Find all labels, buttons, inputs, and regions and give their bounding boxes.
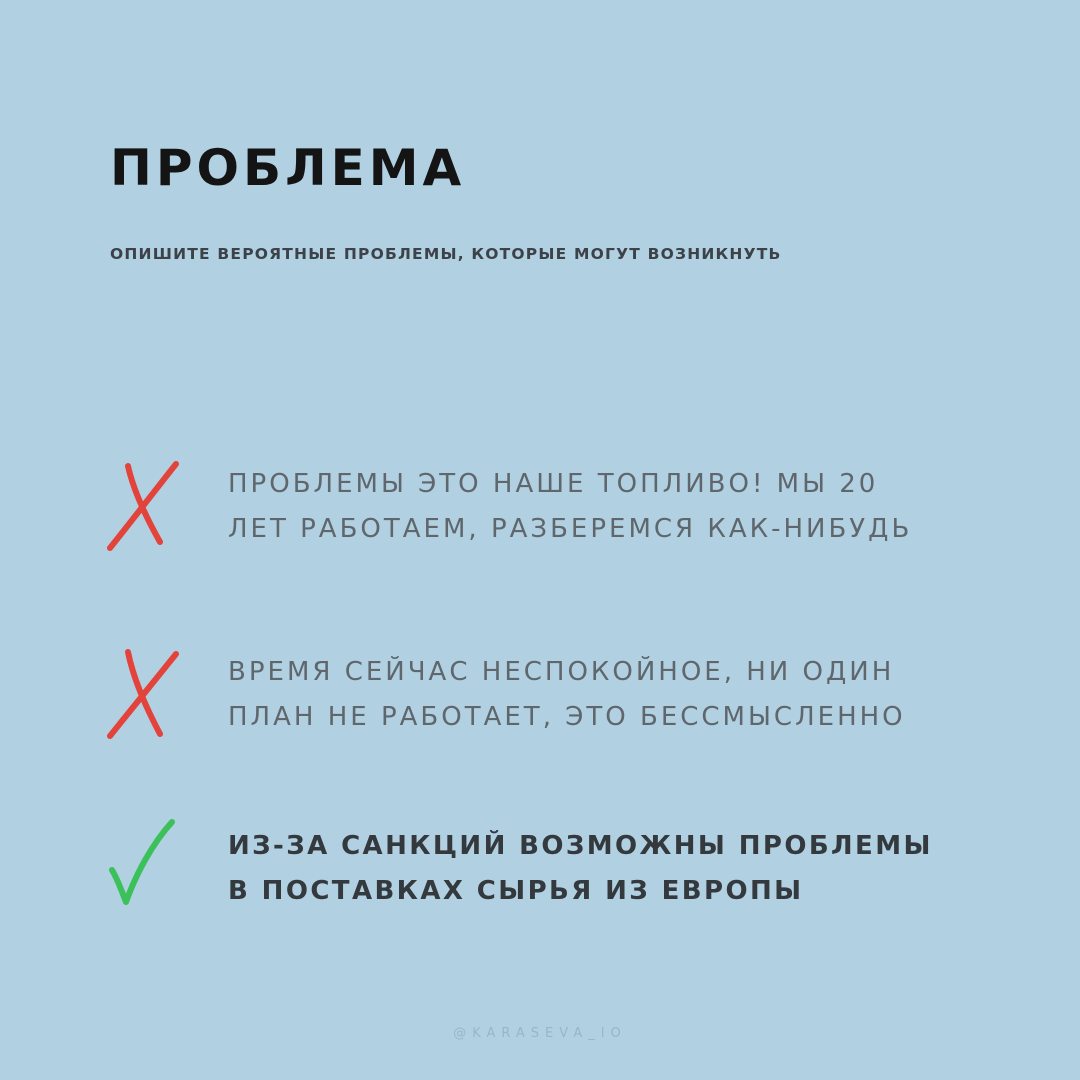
- item-text: [228, 650, 906, 740]
- item-line: В ПОСТАВКАХ СЫРЬЯ ИЗ ЕВРОПЫ: [228, 876, 804, 906]
- cross-icon: [100, 642, 190, 742]
- checkmark-icon: [100, 812, 190, 912]
- page-title: ПРОБЛЕМА: [110, 139, 466, 197]
- item-text: [228, 462, 912, 552]
- subtitle: ОПИШИТЕ ВЕРОЯТНЫЕ ПРОБЛЕМЫ, КОТОРЫЕ МОГУТ ВОЗНИКНУТЬ: [110, 245, 782, 263]
- item-line: ЛЕТ РАБОТАЕМ, РАЗБЕРЕМСЯ КАК-НИБУДЬ: [228, 514, 913, 544]
- item-text: [228, 824, 933, 914]
- item-line: ВРЕМЯ СЕЙЧАС НЕСПОКОЙНОЕ, НИ ОДИН: [228, 657, 895, 687]
- item-line: ПРОБЛЕМЫ ЭТО НАШЕ ТОПЛИВО! МЫ 20: [228, 469, 879, 499]
- item-line: ПЛАН НЕ РАБОТАЕТ, ЭТО БЕССМЫСЛЕННО: [228, 702, 906, 732]
- item-line: ИЗ-ЗА САНКЦИЙ ВОЗМОЖНЫ ПРОБЛЕМЫ: [228, 831, 933, 861]
- cross-icon: [100, 454, 190, 554]
- author-handle: @KARASEVA_IO: [453, 1026, 627, 1041]
